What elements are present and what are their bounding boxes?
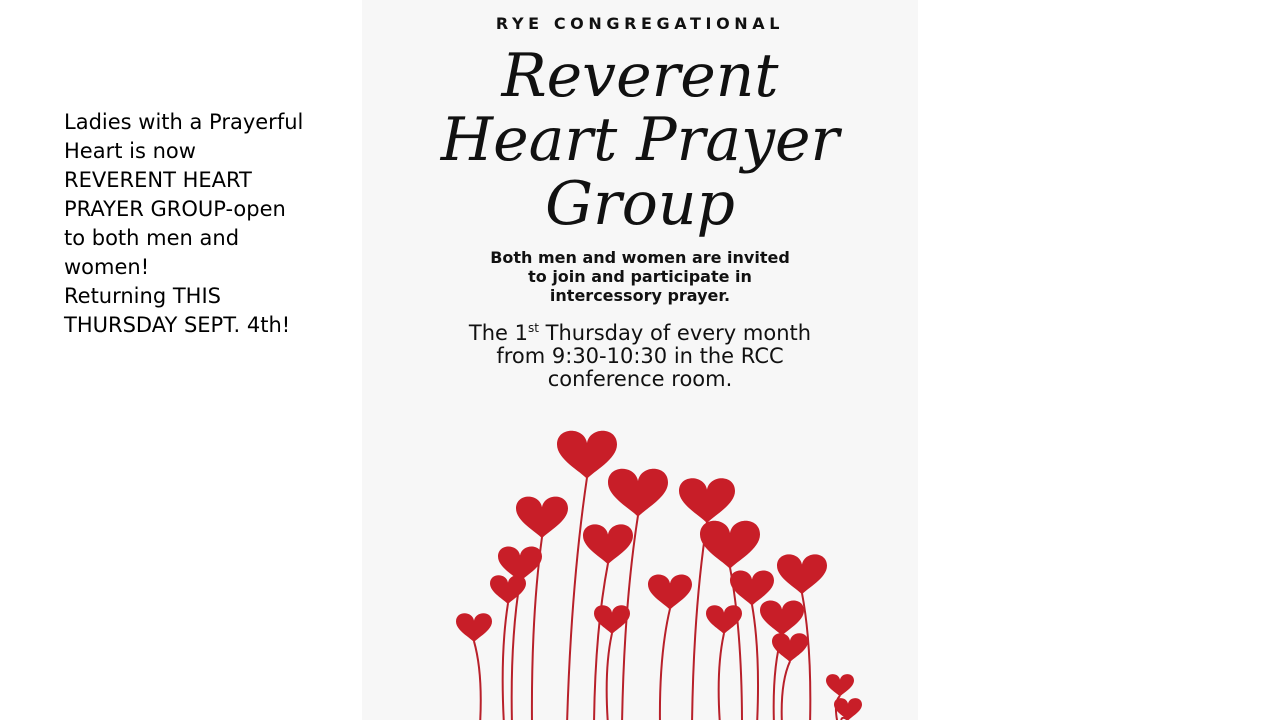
- flyer-title-line: Reverent: [501, 41, 779, 111]
- heart-icon: [648, 574, 692, 609]
- flyer-schedule: [362, 322, 918, 391]
- heart-icon: [557, 431, 617, 479]
- heart-icon: [516, 497, 568, 539]
- heart-stem: [607, 633, 612, 720]
- flyer-schedule-line: conference room.: [547, 367, 733, 391]
- heart-icon: [700, 521, 760, 569]
- flyer-title-line: Heart Prayer: [440, 105, 840, 175]
- flyer-org-name: RYE CONGREGATIONAL: [495, 14, 785, 33]
- flyer-title: [362, 41, 918, 239]
- flyer-schedule-line: from 9:30-10:30 in the RCC: [496, 344, 784, 368]
- heart-icon: [730, 570, 774, 605]
- hearts-illustration: [362, 400, 918, 720]
- flyer-schedule-line: [362, 322, 918, 345]
- heart-icon: [826, 674, 854, 696]
- heart-stem: [567, 478, 587, 720]
- heart-stem: [503, 603, 508, 720]
- heart-icon: [456, 613, 492, 642]
- announcement-text: [64, 108, 314, 340]
- heart-stem: [719, 633, 724, 720]
- heart-icon: [777, 554, 827, 594]
- schedule-suffix: Thursday of every month: [538, 321, 812, 345]
- heart-stem: [660, 609, 670, 720]
- heart-icon: [706, 605, 742, 634]
- heart-stem: [512, 581, 520, 720]
- flyer-invitation: [362, 248, 918, 305]
- heart-icon: [490, 575, 526, 604]
- heart-icon: [834, 698, 862, 720]
- heart-stem: [752, 605, 758, 720]
- announcement-line: Returning THIS: [64, 284, 221, 308]
- heart-icon: [583, 524, 633, 564]
- announcement-line: to both men and: [64, 226, 240, 250]
- announcement-line: women!: [64, 255, 150, 279]
- flyer-invitation-line: intercessory prayer.: [549, 286, 731, 305]
- schedule-prefix: The 1: [468, 321, 529, 345]
- schedule-ordinal: st: [528, 321, 539, 335]
- heart-stem: [782, 661, 790, 720]
- announcement-line: REVERENT HEART: [64, 168, 252, 192]
- flyer-title-line: Group: [545, 169, 735, 239]
- announcement-line: Heart is now: [64, 139, 196, 163]
- heart-stem: [692, 522, 707, 720]
- flyer-image: [362, 0, 918, 720]
- heart-icon: [760, 600, 804, 635]
- heart-icon: [608, 469, 668, 517]
- heart-stem: [474, 641, 481, 720]
- announcement-line: PRAYER GROUP-open: [64, 197, 286, 221]
- heart-icon: [679, 478, 735, 523]
- announcement-line: Ladies with a Prayerful: [64, 110, 304, 134]
- flyer-invitation-line: Both men and women are invited: [490, 248, 790, 267]
- announcement-line: THURSDAY SEPT. 4th!: [64, 313, 291, 337]
- flyer-invitation-line: to join and participate in: [528, 267, 752, 286]
